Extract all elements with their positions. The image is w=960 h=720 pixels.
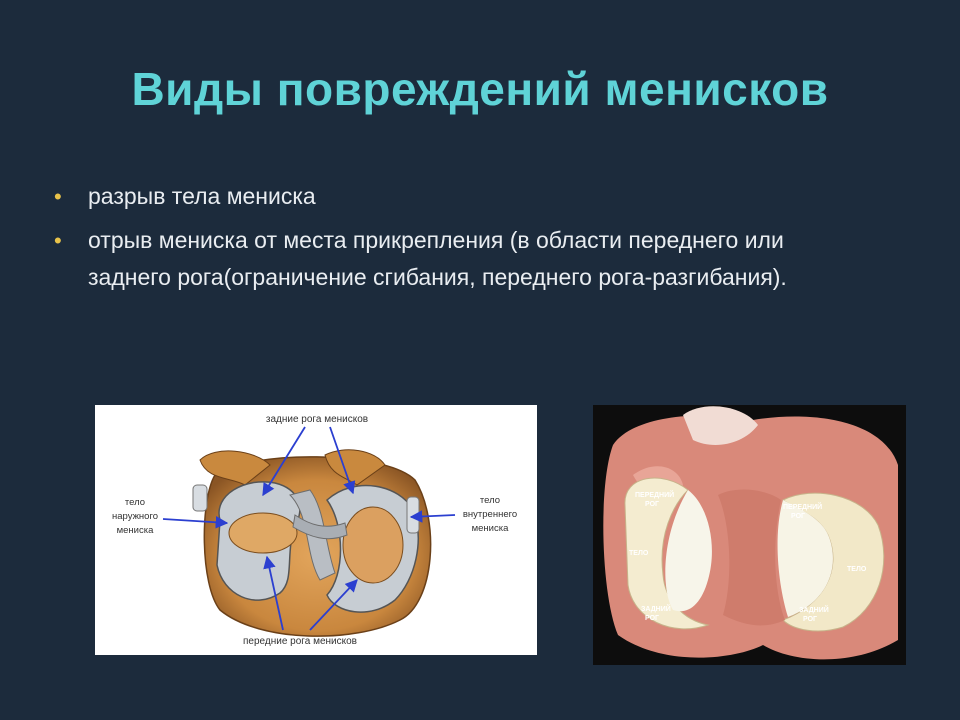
- photo-label: ТЕЛО: [629, 550, 649, 557]
- photo-label: РОГ: [791, 513, 805, 520]
- lateral-plateau-shape: [229, 513, 297, 553]
- label-lateral-body: тело: [124, 497, 146, 508]
- medial-plateau-shape: [343, 507, 403, 583]
- bullet-list: [52, 178, 852, 303]
- medial-attachment-shape: [407, 497, 419, 533]
- photo-label: ПЕРЕДНИЙ: [783, 504, 823, 511]
- photo-label: ТЕЛО: [847, 566, 867, 573]
- label-anterior-horns: передние рога менисков: [243, 636, 357, 647]
- label-medial-body: внутреннего: [462, 509, 518, 520]
- bullet-text: разрыв тела мениска: [88, 183, 316, 209]
- label-medial-body: тело: [479, 495, 501, 506]
- label-lateral-body: наружного: [112, 511, 158, 522]
- meniscus-diagram: [95, 405, 537, 655]
- bullet-item: [52, 222, 852, 296]
- meniscus-photo: [593, 405, 906, 665]
- meniscus-diagram-svg: [95, 405, 537, 655]
- bullet-dot-icon: •: [54, 228, 62, 253]
- photo-label: РОГ: [645, 501, 659, 508]
- meniscus-photo-svg: [593, 405, 906, 665]
- label-medial-body: мениска: [471, 523, 509, 534]
- photo-label: ПЕРЕДНИЙ: [635, 492, 675, 499]
- label-lateral-body: мениска: [116, 525, 154, 536]
- bullet-item: [52, 178, 852, 215]
- lateral-attachment-shape: [193, 485, 207, 511]
- photo-label: ЗАДНИЙ: [799, 607, 829, 614]
- bullet-dot-icon: •: [54, 184, 62, 209]
- label-posterior-horns: задние рога менисков: [265, 414, 369, 425]
- bullet-text: отрыв мениска от места прикрепления (в области переднего или заднего рога(ограничение сгибания, переднего рога-разгибания).: [88, 227, 787, 290]
- photo-label: РОГ: [645, 615, 659, 622]
- photo-label: РОГ: [803, 616, 817, 623]
- photo-label: ЗАДНИЙ: [641, 606, 671, 613]
- slide-title: Виды повреждений менисков: [131, 63, 829, 115]
